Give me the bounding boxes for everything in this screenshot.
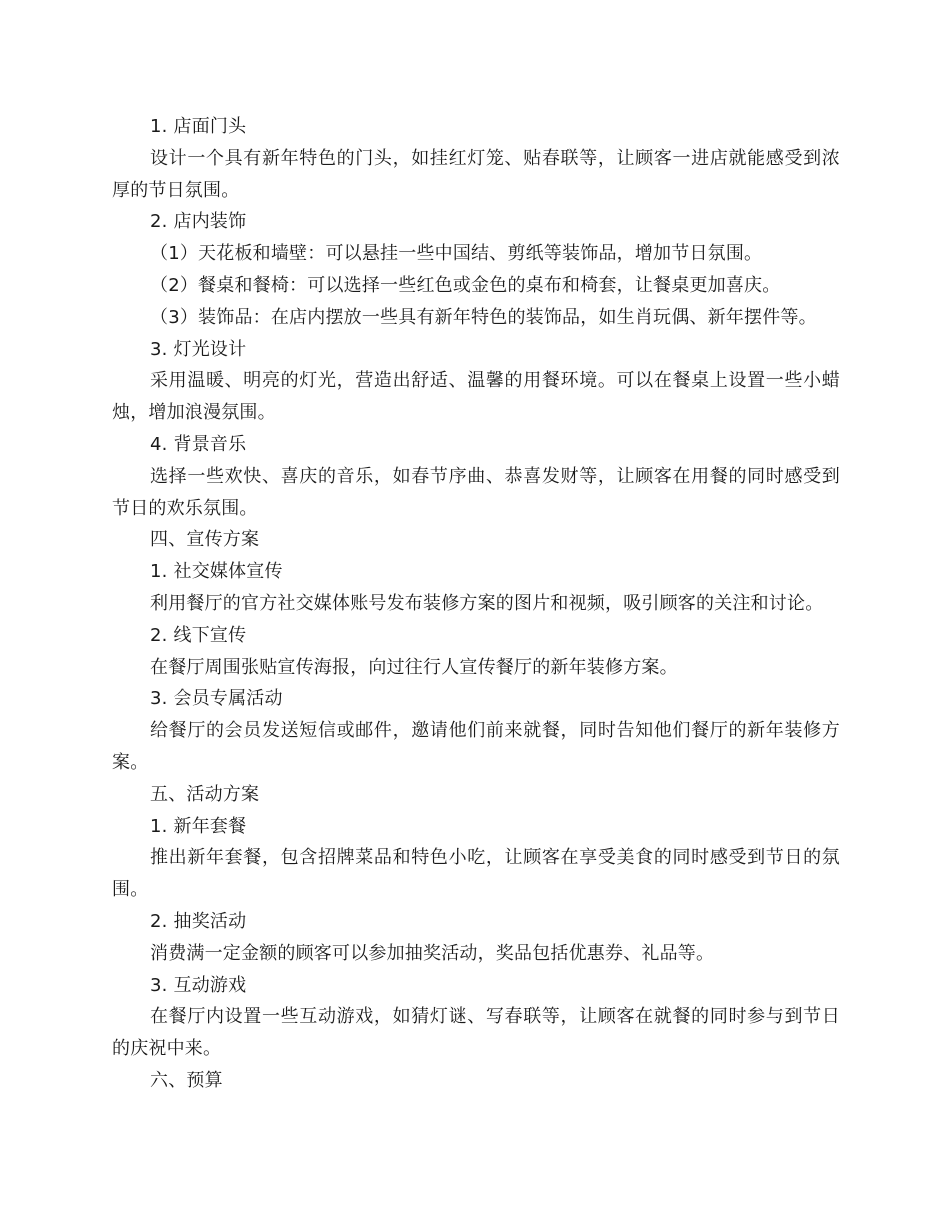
subheading-music: 4. 背景音乐 <box>150 433 247 455</box>
subheading-lighting: 3. 灯光设计 <box>150 338 247 360</box>
subheading-offline: 2. 线下宣传 <box>150 624 247 646</box>
paragraph-member-events: 给餐厅的会员发送短信或邮件，邀请他们前来就餐，同时告知他们餐厅的新年装修方案。 <box>112 720 840 773</box>
paragraph-ceiling-walls: （1）天花板和墙壁：可以悬挂一些中国结、剪纸等装饰品，增加节日氛围。 <box>150 243 763 265</box>
subheading-member-events: 3. 会员专属活动 <box>150 688 283 710</box>
paragraph-social-media: 利用餐厅的官方社交媒体账号发布装修方案的图片和视频，吸引顾客的关注和讨论。 <box>150 592 824 614</box>
subheading-games: 3. 互动游戏 <box>150 974 247 996</box>
paragraph-lottery: 消费满一定金额的顾客可以参加抽奖活动，奖品包括优惠券、礼品等。 <box>150 942 715 964</box>
subheading-new-year-set: 1. 新年套餐 <box>150 815 247 837</box>
section-heading-budget: 六、预算 <box>150 1069 223 1091</box>
paragraph-storefront: 设计一个具有新年特色的门头，如挂红灯笼、贴春联等，让顾客一进店就能感受到浓厚的节日氛围。 <box>112 147 840 201</box>
section-heading-activities: 五、活动方案 <box>150 783 260 805</box>
paragraph-music: 选择一些欢快、喜庆的音乐，如春节序曲、恭喜发财等，让顾客在用餐的同时感受到节日的欢乐氛围。 <box>112 465 840 519</box>
subheading-social-media: 1. 社交媒体宣传 <box>150 561 283 583</box>
paragraph-tables-chairs: （2）餐桌和餐椅：可以选择一些红色或金色的桌布和椅套，让餐桌更加喜庆。 <box>150 274 781 296</box>
subheading-storefront: 1. 店面门头 <box>150 116 247 137</box>
paragraph-ornaments: （3）装饰品：在店内摆放一些具有新年特色的装饰品，如生肖玩偶、新年摆件等。 <box>150 306 817 328</box>
paragraph-lighting: 采用温暖、明亮的灯光，营造出舒适、温馨的用餐环境。可以在餐桌上设置一些小蜡烛，增加浪漫氛围。 <box>112 370 840 424</box>
paragraph-new-year-set: 推出新年套餐，包含招牌菜品和特色小吃，让顾客在享受美食的同时感受到节日的氛围。 <box>112 847 840 901</box>
subheading-interior-decoration: 2. 店内装饰 <box>150 211 247 233</box>
section-heading-promotion: 四、宣传方案 <box>150 529 260 551</box>
subheading-lottery: 2. 抽奖活动 <box>150 910 247 932</box>
paragraph-games: 在餐厅内设置一些互动游戏，如猜灯谜、写春联等，让顾客在就餐的同时参与到节日的庆祝中来。 <box>112 1006 840 1060</box>
paragraph-offline: 在餐厅周围张贴宣传海报，向过往行人宣传餐厅的新年装修方案。 <box>150 656 678 678</box>
